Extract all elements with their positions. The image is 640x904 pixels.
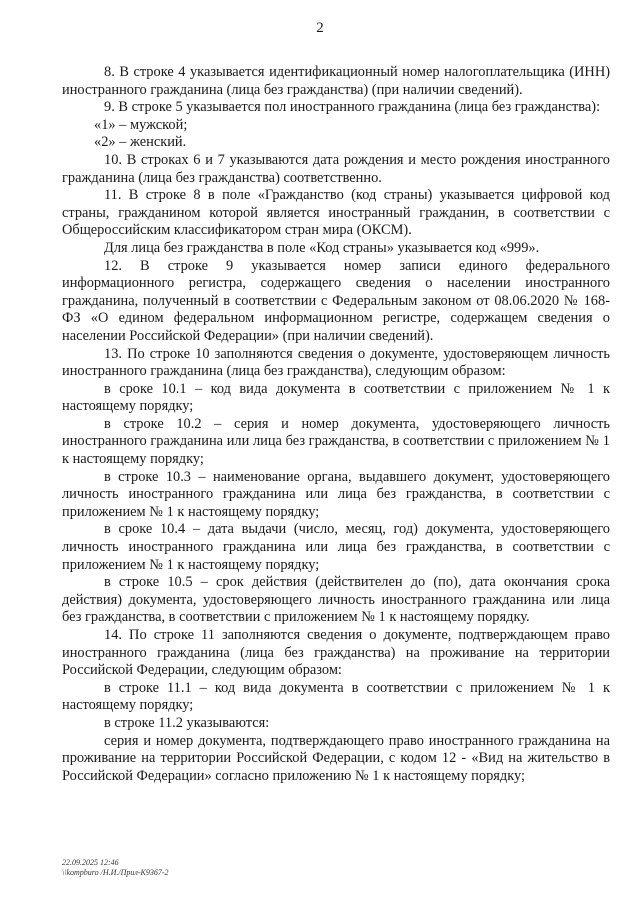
paragraph-13-line-10-4: в сроке 10.4 – дата выдачи (число, месяц, год) документа, удостоверяющего личность иностранного гражданина или лица без гражданства, в соответствии с приложением № 1 к настоящему порядку; <box>62 521 610 573</box>
paragraph-10: 10. В строках 6 и 7 указываются дата рождения и место рождения иностранного гражданина (лица без гражданства) соответственно. <box>62 151 610 186</box>
paragraph-11: 11. В строке 8 в поле «Гражданство (код страны) указывается цифровой код страны, гражданином которой является иностранный гражданин, в соответствии с Общероссийским классификатором стран мира (ОКСМ). <box>62 187 610 239</box>
paragraph-14-series-number: серия и номер документа, подтверждающего право иностранного гражданина на проживание на территории Российской Федерации, с кодом 12 - «Вид на жительство в Российской Федерации» согласно приложению № 1 к настоящему порядку; <box>62 732 610 784</box>
paragraph-9: 9. В строке 5 указывается пол иностранного гражданина (лица без гражданства): <box>104 99 601 116</box>
paragraph-13-line-10-3: в строке 10.3 – наименование органа, выдавшего документ, удостоверяющего личность иностранного гражданина или лица без гражданства, в соответствии с приложением № 1 к настоящему порядку; <box>62 468 610 520</box>
paragraph-8: 8. В строке 4 указывается идентификационный номер налогоплательщика (ИНН) иностранного гражданина (лица без гражданства) (при наличии сведений). <box>62 64 610 98</box>
document-body <box>62 64 610 785</box>
paragraph-gender-female: «2» – женский. <box>94 134 187 151</box>
paragraph-gender-male: «1» – мужской; <box>94 116 188 133</box>
paragraph-12: 12. В строке 9 указывается номер записи единого федерального информационного регистра, содержащего сведения о населении иностранного гражданина, полученный в соответствии с Федеральным законом от 08.06.2020 № 168-ФЗ «О едином федеральном информационном регистре, содержащем сведения о населении Российской Федерации» (при наличии сведений). <box>62 257 610 344</box>
page-number: 2 <box>316 20 324 36</box>
paragraph-stateless-code: Для лица без гражданства в поле «Код страны» указывается код «999». <box>104 239 540 256</box>
paragraph-13: 13. По строке 10 заполняются сведения о документе, удостоверяющем личность иностранного гражданина (лица без гражданства), следующим образом: <box>62 345 610 380</box>
paragraph-13-line-10-5: в строке 10.5 – срок действия (действителен до (по), дата окончания срока действия) документа, удостоверяющего личность иностранного гражданина или лица без гражданства, в соответствии с приложением № 1 к настоящему порядку. <box>62 574 610 626</box>
paragraph-14-line-11-2: в строке 11.2 указываются: <box>104 714 270 731</box>
paragraph-13-line-10-1: в сроке 10.1 – код вида документа в соответствии с приложением № 1 к настоящему порядку; <box>62 380 610 415</box>
paragraph-14: 14. По строке 11 заполняются сведения о документе, подтверждающем право иностранного гражданина (лица без гражданства) на проживание на территории Российской Федерации, следующим образом: <box>62 627 610 679</box>
footer-timestamp: 22.09.2025 12:46 <box>62 858 119 867</box>
paragraph-13-line-10-2: в строке 10.2 – серия и номер документа, удостоверяющего личность иностранного гражданина или лица без гражданства, в соответствии с приложением № 1 к настоящему порядку; <box>62 415 610 468</box>
document-footer <box>62 858 169 878</box>
paragraph-14-line-11-1: в строке 11.1 – код вида документа в соответствии с приложением № 1 к настоящему порядку; <box>62 679 610 714</box>
footer-file-path: \\kompburo /Н.И./Прил-К9367-2 <box>62 868 169 877</box>
